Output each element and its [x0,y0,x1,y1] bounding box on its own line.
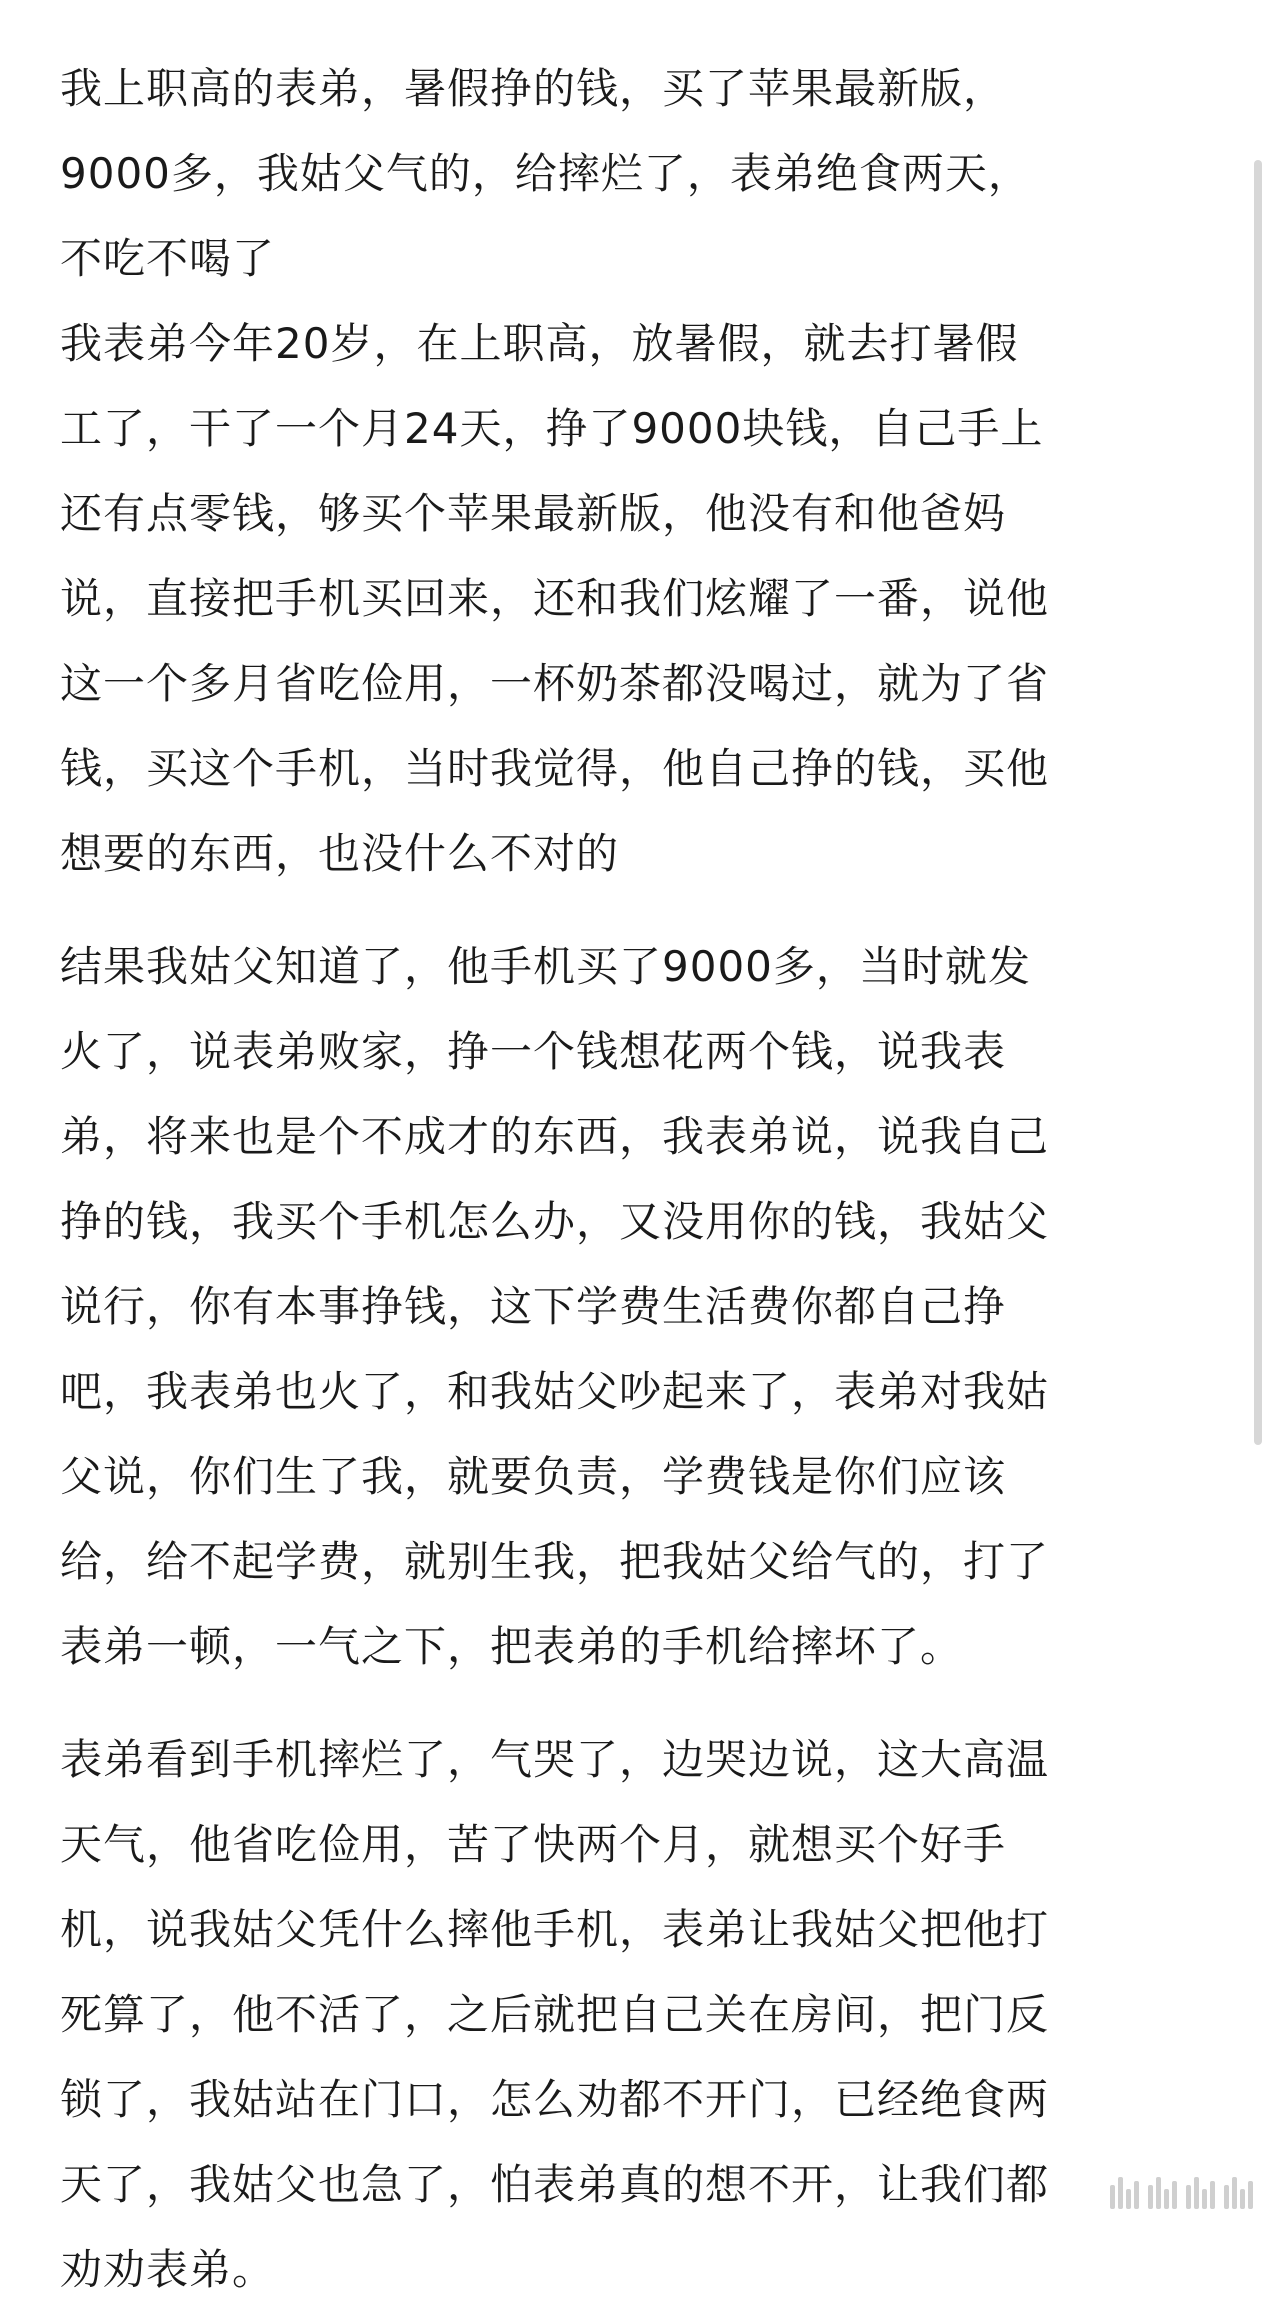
post-paragraph-4: 表弟看到手机摔烂了，气哭了，边哭边说，这大高温 天气，他省吃俭用，苦了快两个月，就想买个好手 机，说我姑父凭什么摔他手机，表弟让我姑父把他打 死算了，他不活了，之后就把自己关在房间，把门反 锁了，我姑站在门口，怎么劝都不开门，已经绝食两 天了，我姑父也急了，怕表弟真的想不开，让我们都 劝劝表弟。 [60,1735,1050,2294]
post-paragraph-2: 我表弟今年20岁，在上职高，放暑假，就去打暑假 工了，干了一个月24天，挣了9000块钱，自己手上 还有点零钱，够买个苹果最新版，他没有和他爸妈 说，直接把手机买回来，还和我们炫耀了一番，说他 这一个多月省吃俭用，一杯奶茶都没喝过，就为了省 钱，买这个手机，当时我觉得，他自己挣的钱，买他 想要的东西，也没什么不对的 [60,319,1050,878]
weibo-watermark-icon [1110,2169,1260,2209]
post-paragraph-1: 我上职高的表弟，暑假挣的钱，买了苹果最新版， 9000多，我姑父气的，给摔烂了，表弟绝食两天， 不吃不喝了 [60,64,1031,283]
post-body [60,46,1220,2312]
post-paragraph-3: 结果我姑父知道了，他手机买了9000多，当时就发 火了，说表弟败家，挣一个钱想花两个钱，说我表 弟，将来也是个不成才的东西，我表弟说，说我自己 挣的钱，我买个手机怎么办，又没用你的钱，我姑父 说行，你有本事挣钱，这下学费生活费你都自己挣 吧，我表弟也火了，和我姑父吵起来了，表弟对我姑 父说，你们生了我，就要负责，学费钱是你们应该 给，给不起学费，就别生我，把我姑父给气的，打了 表弟一顿，一气之下，把表弟的手机给摔坏了。 [60,942,1050,1671]
watermark-bars-icon [1110,2173,1260,2209]
scrollbar[interactable] [1254,160,1262,1445]
